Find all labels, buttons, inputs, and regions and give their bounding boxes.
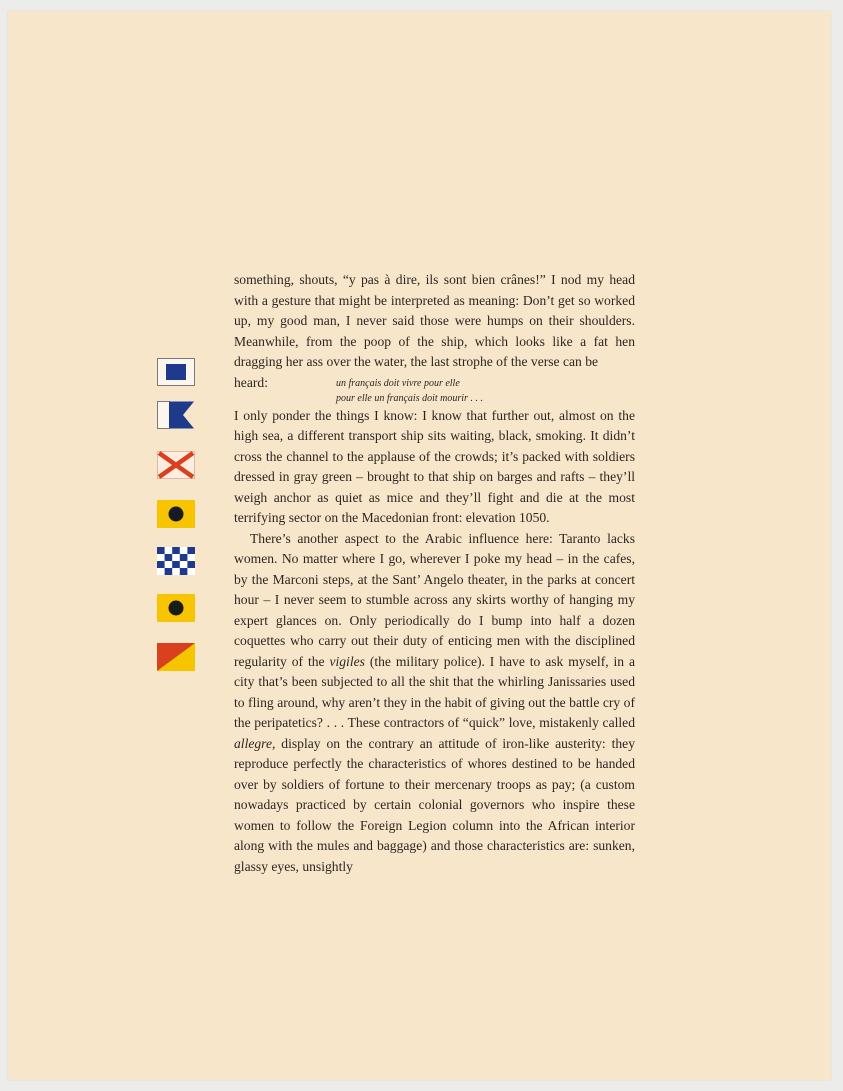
flag-india-icon [157,500,195,528]
paragraph-3: There’s another aspect to the Arabic influence here: Taranto lacks women. No matter where I go, wherever I poke my head – in the cafes, by the Marconi steps, at the Sant’ Angelo theater, in the parks at concert hour – I never seem to stumble across any skirts worthy of hanging my expert glances on. Only periodically do I bump into half a dozen coquettes who carry out their duty of enticing men with the disciplined regularity of the vigiles (the military police). I have to ask myself, in a city that’s been subjected to all the shit that the whirling Janissaries used to fling around, why aren’t they in the habit of giving out the battle cry of the peripatetics? . . . These contractors of “quick” love, mistakenly called allegre, display on the contrary an attitude of iron-like austerity: they reproduce perfectly the characteristics of whores destined to be handed over by soldiers of fortune to their mercenary troops as pay; (a custom nowadays practiced by certain colonial governors who inspire these women to follow the Foreign Legion column into the African interior along with the mules and baggage) and those characteristics are: sunken, glassy eyes, unsightly [234,530,635,874]
flag-oscar-icon [157,643,195,671]
flag-india-icon [157,594,195,622]
italic-vigiles: vigiles [329,653,365,669]
verse [234,373,635,406]
italic-allegre: allegre [234,735,272,751]
flag-victor-icon [157,451,195,479]
verse-label: heard: [234,374,268,390]
flag-november-icon [157,547,195,575]
verse-line-2: pour elle un français doit mourir . . . [336,392,483,404]
body-text [234,270,635,877]
flag-papa-icon [157,358,195,386]
paragraph-1: something, shouts, “y pas à dire, ils sont bien crânes!” I nod my head with a gesture that might be interpreted as meaning: Don’t get so worked up, my good man, I never said those were humps on their shoulders. Meanwhile, from the poop of the ship, which looks like a fat hen dragging her ass over the water, the last strophe of the verse can be [234,272,635,369]
verse-line-1: un français doit vivre pour elle [336,377,460,389]
flag-alfa-icon [157,401,195,429]
document-page [8,11,831,1080]
verse-lines [336,373,483,406]
paragraph-2: I only ponder the things I know: I know that further out, almost on the high sea, a different transport ship sits waiting, black, smoking. It didn’t cross the channel to the applause of the crowds; it’s packed with soldiers dressed in gray green – brought to that ship on barges and rafts – they’ll weigh anchor as quiet as mice and they’ll fight and die at the most terrifying sector on the Macedonian front: elevation 1050. [234,407,635,525]
